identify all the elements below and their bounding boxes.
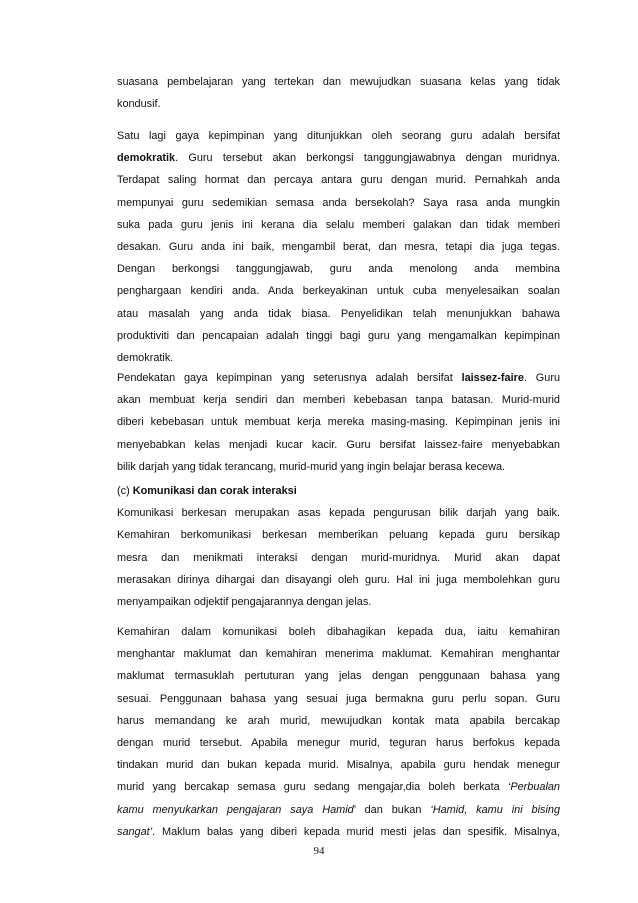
- quoted-text: kamu menyukarkan pengajaran saya Hamid: [117, 803, 354, 816]
- term-laissez-faire: laissez-faire: [461, 372, 524, 384]
- text-line: [117, 367, 560, 389]
- text-segment: murid yang bercakap semasa guru sedang mengajar,dia boleh berkata: [117, 781, 508, 794]
- text-line: produktiviti dan pencapaian adalah tinggi bagi guru yang mengamalkan kepimpinan: [117, 329, 560, 342]
- term-democratic: demokratik: [117, 152, 176, 165]
- text-line: Kemahiran dalam komunikasi boleh dibahagikan kepada dua, iaitu kemahiran: [117, 626, 560, 638]
- section-marker: (c): [117, 485, 133, 497]
- text-segment: . Maklum balas yang diberi kepada murid mesti jelas dan spesifik. Misalnya,: [152, 825, 560, 838]
- text-line: tindakan murid dan bukan kepada murid. Misalnya, apabila guru hendak menegur: [117, 759, 560, 772]
- text-segment: Pendekatan gaya kepimpinan yang seterusnya adalah bersifat: [117, 372, 462, 384]
- text-line: merasakan dirinya dihargai dan disayangi oleh guru. Hal ini juga membolehkan guru: [117, 573, 560, 586]
- paragraph-laissez-faire: [117, 367, 560, 478]
- paragraph-continuation: [117, 71, 560, 115]
- text-line: Terdapat saling hormat dan percaya antara guru dengan murid. Pernahkah anda: [117, 174, 560, 187]
- text-line: [117, 799, 560, 821]
- text-line: diberi kebebasan untuk membuat kerja mereka masing-masing. Kepimpinan jenis ini: [117, 416, 560, 429]
- text-line: atau masalah yang anda tidak biasa. Penyelidikan telah menunjukkan bahawa: [117, 307, 560, 320]
- section-title: Komunikasi dan corak interaksi: [132, 485, 297, 497]
- text-line: menyebabkan kelas menjadi kucar kacir. Guru bersifat laissez-faire menyebabkan: [117, 438, 560, 451]
- text-line: kondusif.: [117, 98, 161, 111]
- text-segment: . Guru tersebut akan berkongsi tanggungjawabnya dengan muridnya.: [175, 152, 560, 165]
- text-line: demokratik.: [117, 352, 174, 365]
- text-line: Kemahiran berkomunikasi berkesan memberikan peluang kepada guru bersikap: [117, 529, 560, 542]
- text-line: Komunikasi berkesan merupakan asas kepada pengurusan bilik darjah yang baik.: [117, 507, 560, 520]
- quoted-text: ‘Perbualan: [507, 781, 560, 794]
- text-line: Satu lagi gaya kepimpinan yang ditunjukkan oleh seorang guru adalah bersifat: [117, 130, 560, 142]
- text-line: mesra dan menikmati interaksi dengan murid-muridnya. Murid akan dapat: [117, 551, 560, 564]
- paragraph-democratic: [117, 125, 560, 369]
- text-line: penghargaan kendiri anda. Anda berkeyakinan untuk cuba menyelesaikan soalan: [117, 285, 560, 298]
- text-line: Dengan berkongsi tanggungjawab, guru anda menolong anda membina: [117, 263, 560, 276]
- quoted-text: ‘Hamid, kamu ini bising: [430, 803, 560, 816]
- paragraph-communication-skills: [117, 621, 560, 843]
- text-segment: . Guru: [523, 372, 561, 384]
- text-line: suka pada guru jenis ini kerana dia selalu memberi galakan dan tidak memberi: [117, 218, 560, 231]
- text-line: [117, 147, 560, 169]
- text-line: [117, 776, 560, 798]
- text-line: desakan. Guru anda ini baik, mengambil berat, dan mesra, tetapi dia juga tegas.: [117, 241, 560, 254]
- text-line: suasana pembelajaran yang tertekan dan mewujudkan suasana kelas yang tidak: [117, 76, 560, 88]
- quoted-text: sangat’: [117, 825, 153, 838]
- text-line: akan membuat kerja sendiri dan memberi kebebasan tanpa batasan. Murid-murid: [117, 394, 560, 407]
- text-line: mempunyai guru sedemikian semasa anda bersekolah? Saya rasa anda mungkin: [117, 196, 560, 209]
- text-line: [117, 821, 560, 843]
- text-line: bilik darjah yang tidak terancang, murid-murid yang ingin belajar berasa kecewa.: [117, 460, 506, 473]
- text-line: menyampaikan odjektif pengajarannya dengan jelas.: [117, 596, 372, 609]
- text-line: sesuai. Penggunaan bahasa yang sesuai juga bermakna guru perlu sopan. Guru: [117, 692, 560, 705]
- text-line: harus memandang ke arah murid, mewujudkan kontak mata apabila bercakap: [117, 714, 560, 727]
- text-line: dengan murid tersebut. Apabila menegur murid, teguran harus berfokus kepada: [117, 737, 560, 750]
- section-c: [117, 480, 560, 613]
- section-heading: [117, 480, 560, 502]
- page-number: 94: [313, 845, 325, 857]
- text-segment: ’ dan bukan: [353, 803, 431, 816]
- text-line: maklumat termasuklah pertuturan yang jelas dengan penggunaan bahasa yang: [117, 670, 560, 683]
- text-line: menghantar maklumat dan kemahiran menerima maklumat. Kemahiran menghantar: [117, 648, 560, 661]
